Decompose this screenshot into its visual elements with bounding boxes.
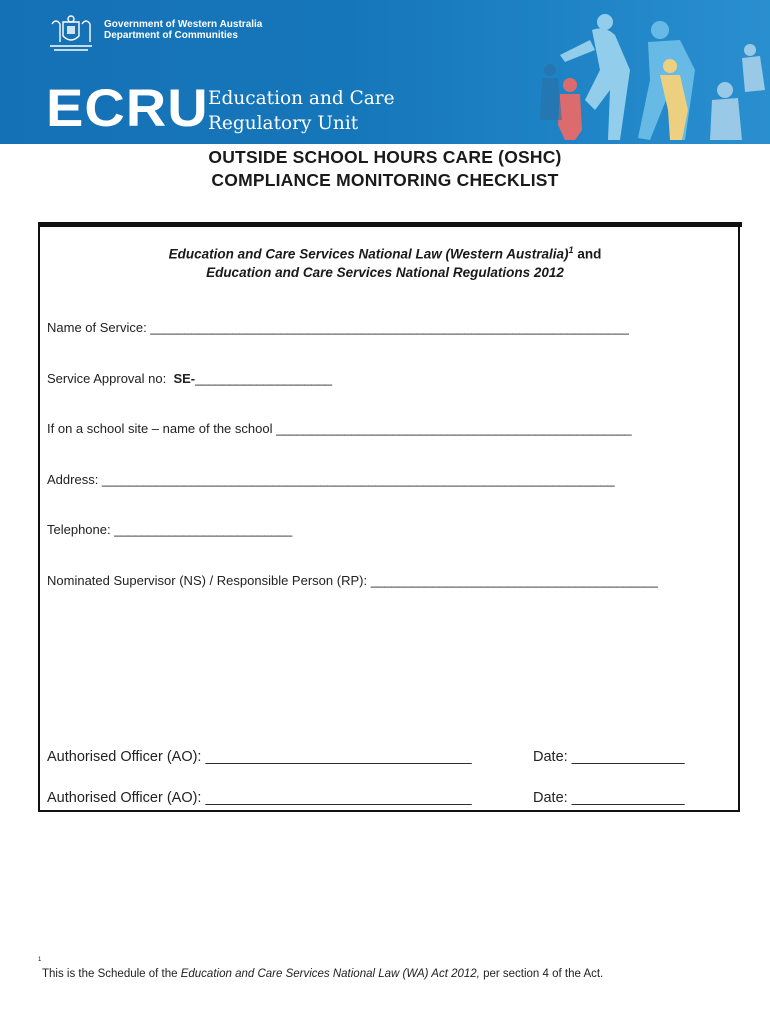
footnote-act-title: Education and Care Services National Law (WA) Act 2012,	[180, 968, 480, 980]
government-label	[104, 19, 262, 41]
service-approval-field[interactable]	[47, 371, 332, 386]
gov-line-1: Government of Western Australia	[104, 19, 263, 30]
law-title: Education and Care Services National Law (Western Australia)	[168, 246, 569, 262]
date-label-2: Date:	[533, 790, 572, 806]
ao-label-2: Authorised Officer (AO):	[47, 790, 206, 806]
school-name-line[interactable]: ____________________________________________________	[276, 421, 632, 436]
ao-label-1: Authorised Officer (AO):	[47, 749, 206, 765]
service-approval-label: Service Approval no:	[47, 371, 174, 386]
service-name-label: Name of Service:	[47, 320, 151, 335]
date-line-1[interactable]: ______________	[571, 749, 685, 765]
law-heading-1	[0, 245, 770, 262]
service-name-field[interactable]	[47, 320, 628, 335]
school-name-field[interactable]	[47, 421, 631, 436]
ecru-logo-text: ECRU	[46, 77, 209, 138]
date-field-1[interactable]	[533, 749, 685, 765]
footnote-before: This is the Schedule of the	[42, 968, 181, 980]
unit-name	[208, 86, 395, 136]
coat-of-arms-icon	[46, 14, 96, 54]
gov-line-2: Department of Communities	[104, 30, 238, 41]
ao-line-2[interactable]: _________________________________	[205, 790, 472, 806]
service-name-line[interactable]: ______________________________________________________________________	[150, 320, 629, 335]
footnote-mark: 1	[38, 957, 42, 963]
address-field[interactable]	[47, 472, 614, 487]
form-box-top-border	[38, 222, 742, 227]
address-label: Address:	[47, 472, 102, 487]
telephone-line[interactable]: __________________________	[114, 522, 292, 537]
law-and: and	[573, 246, 602, 262]
authorised-officer-field-1[interactable]	[47, 749, 472, 765]
law-heading-2: Education and Care Services National Regulations 2012	[206, 265, 564, 280]
ao-line-1[interactable]: _________________________________	[205, 749, 472, 765]
supervisor-field[interactable]	[47, 573, 658, 588]
date-label-1: Date:	[533, 749, 572, 765]
telephone-field[interactable]	[47, 522, 292, 537]
service-approval-prefix: SE-	[173, 371, 196, 386]
unit-line-2: Regulatory Unit	[208, 113, 359, 134]
telephone-label: Telephone:	[47, 522, 115, 537]
footnote-after: per section 4 of the Act.	[479, 968, 604, 980]
date-field-2[interactable]	[533, 790, 685, 806]
address-line[interactable]: ___________________________________________________________________________	[101, 472, 615, 487]
footnote-text	[42, 968, 603, 980]
children-illustration-icon	[520, 0, 770, 144]
header-banner	[0, 0, 770, 144]
authorised-officer-field-2[interactable]	[47, 790, 472, 806]
page-title-line-2: COMPLIANCE MONITORING CHECKLIST	[211, 170, 559, 190]
form-box	[38, 222, 740, 812]
supervisor-label: Nominated Supervisor (NS) / Responsible Person (RP):	[47, 573, 371, 588]
service-approval-line[interactable]: ____________________	[195, 371, 332, 386]
school-name-label: If on a school site – name of the school	[47, 421, 277, 436]
unit-line-1: Education and Care	[208, 88, 395, 109]
footnote-ref: 1	[568, 245, 574, 255]
page-title-line-1: OUTSIDE SCHOOL HOURS CARE (OSHC)	[208, 147, 562, 167]
date-line-2[interactable]: ______________	[571, 790, 685, 806]
supervisor-line[interactable]: __________________________________________	[370, 573, 658, 588]
